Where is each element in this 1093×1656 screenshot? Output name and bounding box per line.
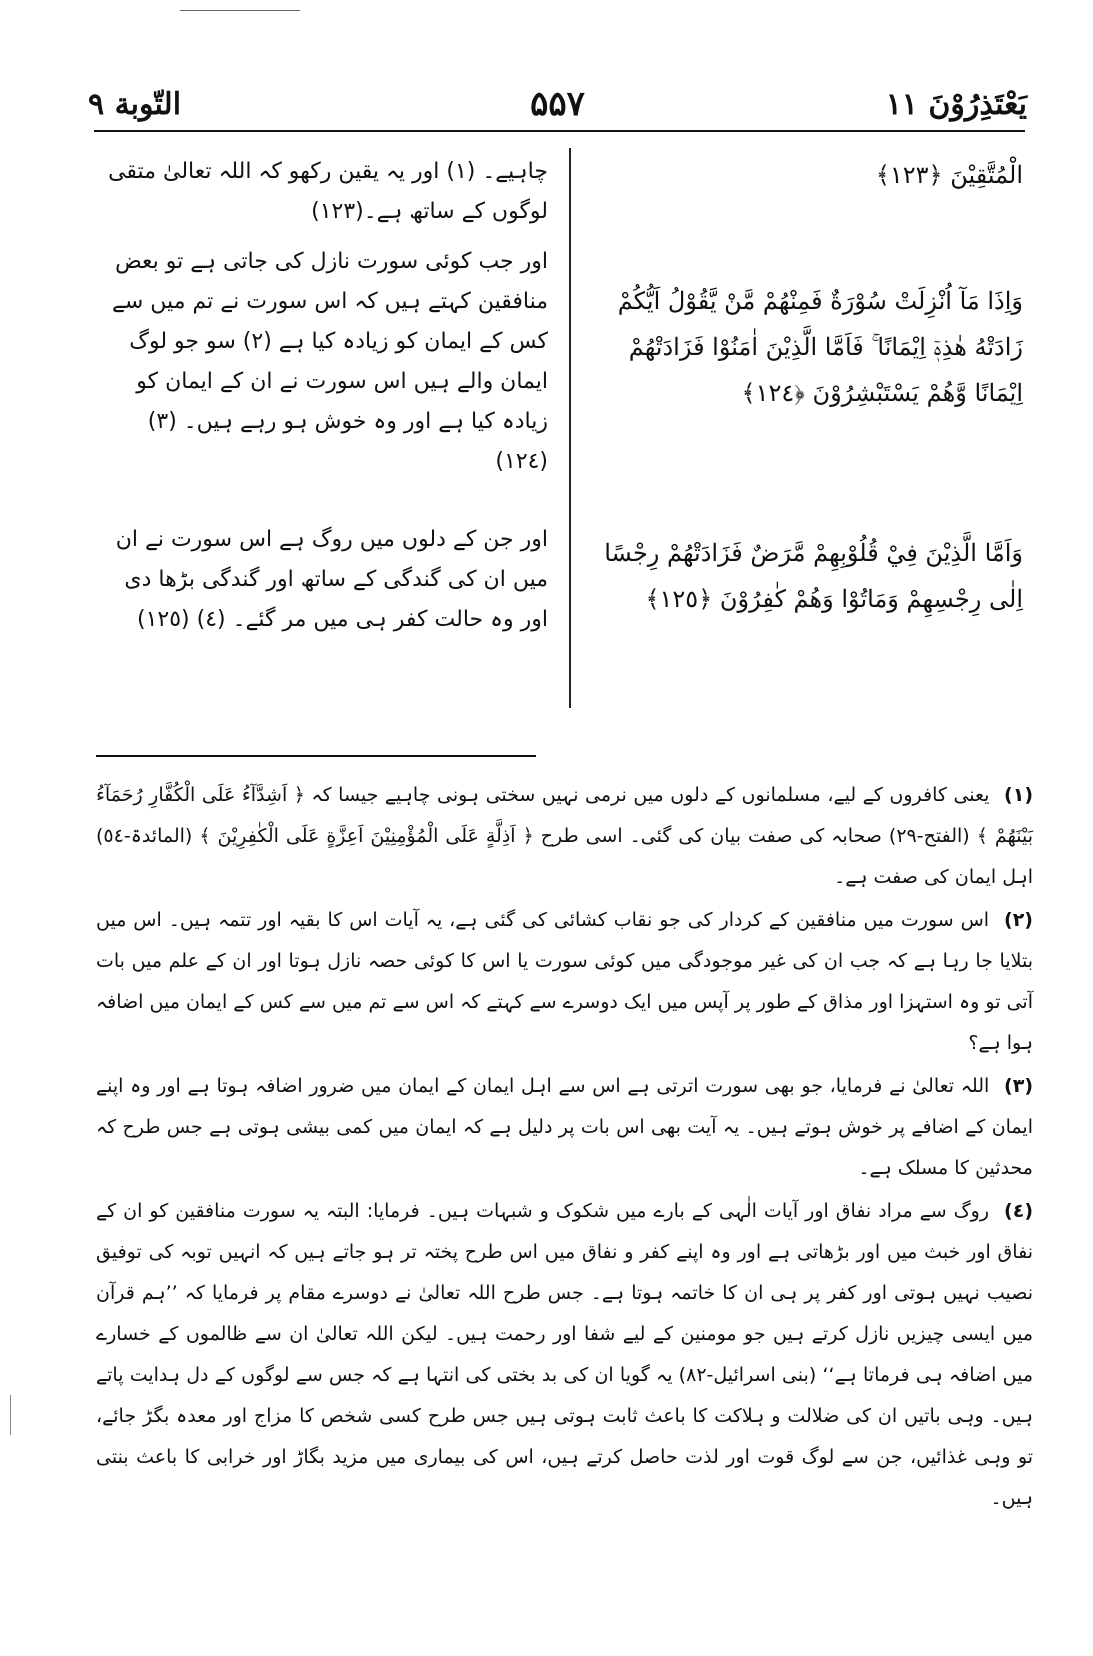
footnote-3 [96,1066,1033,1189]
footnote-text: یعنی کافروں کے لیے، مسلمانوں کے دلوں میں نرمی نہیں سختی ہونی چاہیے جیسا کہ ﴿ اَشِدَّآءُ عَلَى الْكُفَّارِ رُحَمَآءُ بَيْنَهُمْ ﴾ (الفتح-٢٩) صحابہ کی صفت بیان کی گئی۔ اسی طرح ﴿ اَذِلَّةٍ عَلَى الْمُؤْمِنِيْنَ اَعِزَّةٍ عَلَى الْكٰفِرِيْنَ ﴾ (المائدۃ-٥٤) اہل ایمان کی صفت ہے۔ [96,784,1033,888]
footnote-number: (٣) [1004,1075,1033,1097]
translation-paragraph: اور جب کوئی سورت نازل کی جاتی ہے تو بعض منافقین کہتے ہیں کہ اس سورت نے تم میں سے کس کے ایمان کو زیادہ کیا ہے (٢) سو جو لوگ ایمان والے ہیں اس سورت نے ان کے ایمان کو زیادہ کیا ہے اور وہ خوش ہو رہے ہیں۔ (٣) (١٢٤) [111,249,548,474]
translation-paragraph: چاہیے۔ (١) اور یہ یقین رکھو کہ اللہ تعالیٰ متقی لوگوں کے ساتھ ہے۔(١٢٣) [108,159,548,224]
page-number: ۵۵۷ [530,84,585,124]
juz-name: یَعْتَذِرُوْنَ ١١ [885,86,1027,122]
margin-mark [10,1395,11,1435]
page-header [88,82,1027,126]
footnote-number: (١) [1004,784,1033,806]
footnote-1 [96,775,1033,898]
translation-paragraph: اور جن کے دلوں میں روگ ہے اس سورت نے ان میں ان کی گندگی کے ساتھ اور گندگی بڑھا دی اور وہ حالت کفر ہی میں مر گئے۔ (٤) (١٢٥) [115,527,548,632]
footnote-text: روگ سے مراد نفاق اور آیات الٰہی کے بارے میں شکوک و شبہات ہیں۔ فرمایا: البتہ یہ سورت منافقین کو ان کے نفاق اور خبث میں اور بڑھاتی ہے اور وہ اپنے کفر و نفاق میں اس طرح پختہ تر ہو جاتے ہیں کہ انہیں توبہ کی توفیق نصیب نہیں ہوتی اور کفر پر ہی ان کا خاتمہ ہوتا ہے۔ جس طرح اللہ تعالیٰ نے دوسرے مقام پر فرمایا کہ ’’ہم قرآن میں ایسی چیزیں نازل کرتے ہیں جو مومنین کے لیے شفا اور رحمت ہیں۔ لیکن اللہ تعالیٰ ان سے ظالموں کے خسارے میں اضافہ ہی فرماتا ہے‘‘ (بنی اسرائیل-٨٢) یہ گویا ان کی بد بختی کی انتہا ہے کہ جس سے لوگوں کے دل ہدایت پاتے ہیں۔ وہی باتیں ان کی ضلالت و ہلاکت کا باعث ثابت ہوتی ہیں جس طرح کسی شخص کا مزاج اور معدہ بگڑ جائے، تو وہی غذائیں، جن سے لوگ قوت اور لذت حاصل کرتے ہیں، اس کی بیماری میں مزید بگاڑ اور خرابی کا باعث بنتی ہیں۔ [96,1200,1034,1509]
column-divider [569,148,571,708]
header-rule [94,130,1025,132]
footnote-number: (٢) [1004,909,1033,931]
footnote-2 [96,900,1033,1064]
arabic-verse-123-end: الْمُتَّقِيْنَ ﴿١٢٣﴾ [875,161,1023,189]
translation-125 [96,520,548,640]
translation-123 [96,152,548,232]
translation-124 [96,242,548,482]
surah-name: التّوبة ٩ [88,86,182,122]
top-edge-mark [180,10,300,11]
arabic-verse-125: وَاَمَّا الَّذِيْنَ فِيْ قُلُوْبِهِمْ مَّرَضٌ فَزَادَتْهُمْ رِجْسًا اِلٰى رِجْسِهِمْ وَمَاتُوْا وَهُمْ كٰفِرُوْنَ ﴿١٢٥﴾ [604,539,1023,613]
arabic-verse-124: وَاِذَا مَآ اُنْزِلَتْ سُوْرَةٌ فَمِنْهُمْ مَّنْ يَّقُوْلُ اَيُّكُمْ زَادَتْهُ هٰذِهٖٓ اِيْمَانًا ۚ فَاَمَّا الَّذِيْنَ اٰمَنُوْا فَزَادَتْهُمْ اِيْمَانًا وَّهُمْ يَسْتَبْشِرُوْنَ ﴿١٢٤﴾ [617,287,1023,407]
footnote-rule [96,755,536,757]
footnote-number: (٤) [1004,1200,1033,1222]
footnote-text: اس سورت میں منافقین کے کردار کی جو نقاب کشائی کی گئی ہے، یہ آیات اس کا بقیہ اور تتمہ ہیں۔ اس میں بتلایا جا رہا ہے کہ جب ان کی غیر موجودگی میں کوئی سورت یا اس کا کوئی حصہ نازل ہوتا اور ان کے علم میں بات آتی تو وہ استہزا اور مذاق کے طور پر آپس میں ایک دوسرے سے کہتے کہ اس سے تم میں سے کس کے ایمان میں اضافہ ہوا ہے؟ [96,909,1033,1054]
footnotes [96,775,1033,1521]
footnote-4 [96,1191,1033,1519]
footnote-text: اللہ تعالیٰ نے فرمایا، جو بھی سورت اترتی ہے اس سے اہل ایمان کے ایمان میں ضرور اضافہ ہوتا ہے اور وہ اپنے ایمان کے اضافے پر خوش ہوتے ہیں۔ یہ آیت بھی اس بات پر دلیل ہے کہ ایمان میں کمی بیشی ہوتی ہے جس طرح کہ محدثین کا مسلک ہے۔ [96,1075,1033,1179]
